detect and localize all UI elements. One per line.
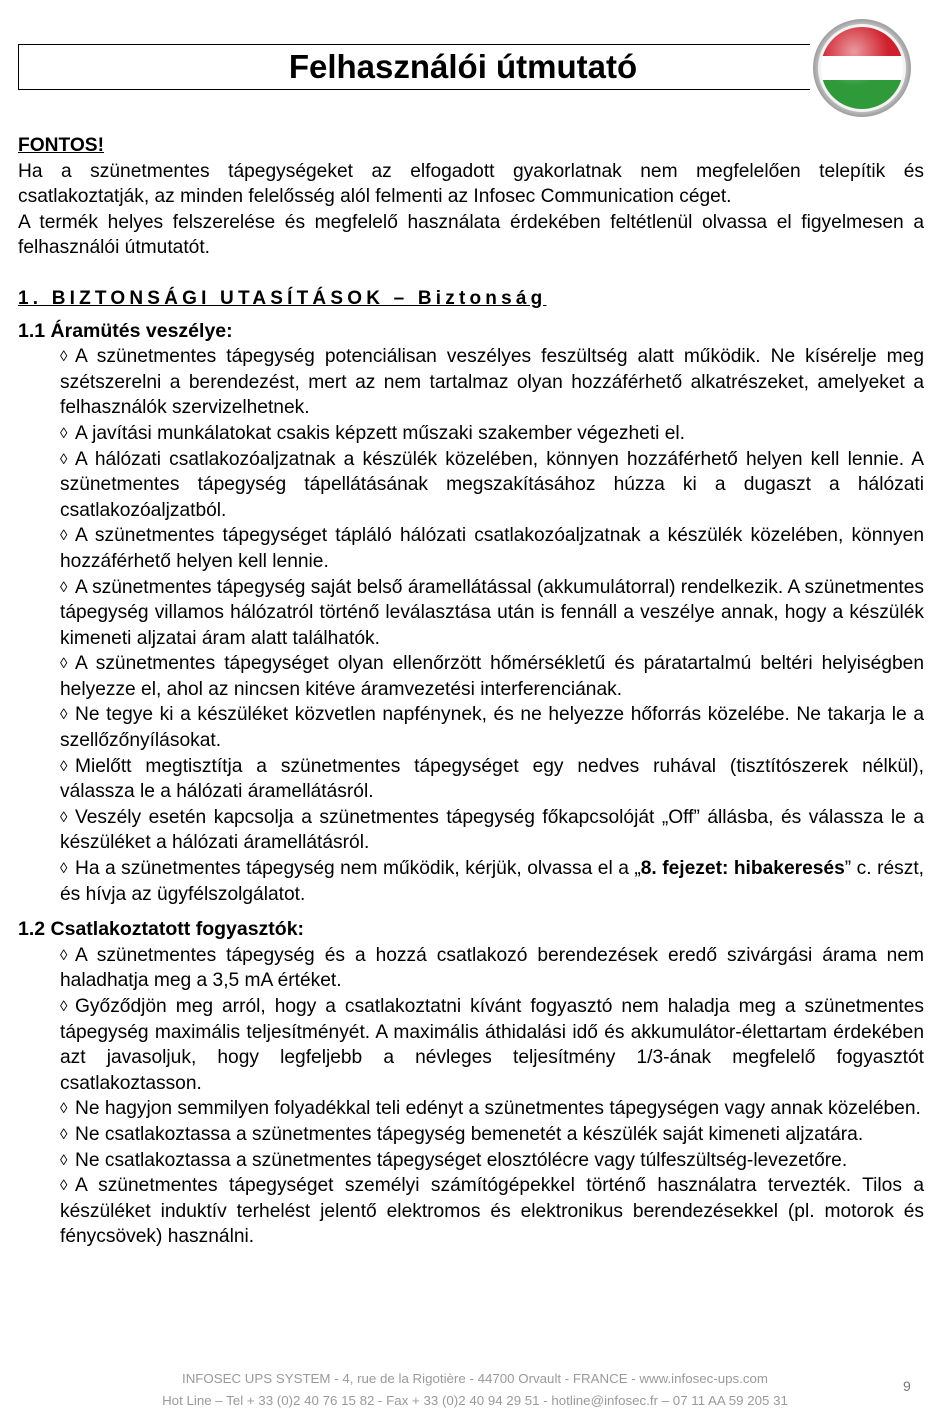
diamond-bullet-icon: ◊ xyxy=(60,808,68,826)
diamond-bullet-icon: ◊ xyxy=(60,1177,68,1195)
list-item: ◊ A szünetmentes tápegységet tápláló hálózati csatlakozóaljzatnak a készülék közelében, könnyen hozzáférhető helyen kell lennie. xyxy=(60,525,924,572)
footer-address: INFOSEC UPS SYSTEM - 4, rue de la Rigotière - 44700 Orvault - FRANCE - www.infosec-ups.com xyxy=(182,1371,768,1386)
subsection-heading-1-2: 1.2 Csatlakoztatott fogyasztók: xyxy=(18,918,305,941)
page-number: 9 xyxy=(903,1378,911,1394)
list-item: ◊ A szünetmentes tápegység és a hozzá csatlakozó berendezések eredő szivárgási árama nem haladhatja meg a 3,5 mA értéket. xyxy=(60,944,924,992)
diamond-bullet-icon: ◊ xyxy=(60,1100,68,1118)
chapter-reference: 8. fejezet: hibakeresés xyxy=(640,858,845,880)
footer-contact: Hot Line – Tel + 33 (0)2 40 76 15 82 - Fax + 33 (0)2 40 94 29 51 - hotline@infosec.fr – 07 11 AA 59 205 31 xyxy=(162,1393,788,1408)
diamond-bullet-icon: ◊ xyxy=(60,757,68,775)
intro-paragraph-2: A termék helyes felszerelése és megfelelő használata érdekében feltétlenül olvassa el figyelmesen a felhasználói útmutatót. xyxy=(18,211,924,259)
safety-list-1-1 xyxy=(60,344,924,907)
diamond-bullet-icon: ◊ xyxy=(60,450,68,468)
diamond-bullet-icon: ◊ xyxy=(60,527,68,545)
subsection-heading-1-1: 1.1 Áramütés veszélye: xyxy=(18,319,233,342)
list-item: ◊ Ne hagyjon semmilyen folyadékkal teli edényt a szünetmentes tápegységen vagy annak közelében. xyxy=(60,1096,924,1122)
list-item: ◊ Mielőtt megtisztítja a szünetmentes tápegységet egy nedves ruhával (tisztítószerek nélkül), válassza le a hálózati áramellátásról. xyxy=(60,755,924,803)
diamond-bullet-icon: ◊ xyxy=(60,998,68,1015)
diamond-bullet-icon: ◊ xyxy=(60,424,68,442)
diamond-bullet-icon: ◊ xyxy=(60,655,68,673)
list-item: ◊ Ne tegye ki a készüléket közvetlen napfénynek, és ne helyezze hőforrás közelébe. Ne takarja le a szellőzőnyílásokat. xyxy=(60,704,924,752)
diamond-bullet-icon: ◊ xyxy=(60,1125,68,1143)
diamond-bullet-icon: ◊ xyxy=(60,860,68,878)
list-item: ◊ Ne csatlakoztassa a szünetmentes tápegységet elosztólécre vagy túlfeszültség-levezetőre. xyxy=(60,1148,924,1174)
list-item: ◊ A szünetmentes tápegységet olyan ellenőrzött hőmérsékletű és páratartalmú beltéri helyiségben helyezze el, ahol az nincsen kitéve áramvezetési interferenciának. xyxy=(60,653,924,700)
list-item: ◊ Veszély esetén kapcsolja a szünetmentes tápegység főkapcsolóját „Off” állásba, és válassza le a készüléket a hálózati áramellátásról. xyxy=(60,806,924,854)
list-item: ◊ A javítási munkálatokat csakis képzett műszaki szakember végezheti el. xyxy=(60,421,924,447)
list-item: ◊ A szünetmentes tápegység saját belső áramellátással (akkumulátorral) rendelkezik. A szünetmentes tápegység villamos hálózatról történő leválasztása után is fennáll a veszélye annak, hogy a készülék kimeneti aljzatai áram alatt találhatók. xyxy=(60,576,924,649)
list-item: ◊ A hálózati csatlakozóaljzatnak a készülék közelében, könnyen hozzáférhető helyen kell lennie. A szünetmentes tápegység tápellátásának megszakításához húzza ki a dugaszt a hálózati csatlakozóaljzatból. xyxy=(60,448,924,521)
safety-list-1-2 xyxy=(60,943,924,1250)
list-item: ◊ Győződjön meg arról, hogy a csatlakoztatni kívánt fogyasztó nem haladja meg a szünetmentes tápegység maximális teljesítményét. A maximális áthidalási idő és akkumulátor-élettartam érdekében azt javasoljuk, hogy legfeljebb a névleges teljesítmény 1/3-ának megfelelő fogyasztót csatlakoztasson. xyxy=(60,996,924,1094)
diamond-bullet-icon: ◊ xyxy=(60,706,68,724)
diamond-bullet-icon: ◊ xyxy=(60,1151,68,1169)
intro-paragraph-1: Ha a szünetmentes tápegységeket az elfogadott gyakorlatnak nem megfelelően telepítik és csatlakoztatják, az minden felelősség alól felmenti az Infosec Communication céget. xyxy=(18,160,924,208)
list-item: ◊ Ne csatlakoztassa a szünetmentes tápegység bemenetét a készülék saját kimeneti aljzatára. xyxy=(60,1122,924,1148)
section-heading: 1. BIZTONSÁGI UTASÍTÁSOK – Biztonság xyxy=(18,287,547,309)
diamond-bullet-icon: ◊ xyxy=(60,946,68,964)
list-item: ◊ A szünetmentes tápegységet személyi számítógépekkel történő használatra tervezték. Tilos a készüléket induktív terhelést jelentő elektromos és elektronikus berendezésekkel (pl. motorok és fénycsövek) használni. xyxy=(60,1175,924,1248)
important-heading: FONTOS! xyxy=(18,135,104,156)
list-item: ◊ A szünetmentes tápegység potenciálisan veszélyes feszültség alatt működik. Ne kísérelje meg szétszerelni a berendezést, mert az nem tartalmaz olyan hozzáférhető alkatrészeket, amelyeket a felhasználók szervizelhetnek. xyxy=(60,346,924,419)
hungarian-flag-icon xyxy=(812,18,912,118)
page-title: Felhasználói útmutató xyxy=(288,48,638,85)
diamond-bullet-icon: ◊ xyxy=(60,578,68,596)
diamond-bullet-icon: ◊ xyxy=(60,348,68,366)
list-item: ◊ Ha a szünetmentes tápegység nem működik, kérjük, olvassa el a „8. fejezet: hibakeresés” c. részt, és hívja az ügyfélszolgálatot. xyxy=(60,858,924,905)
document-body xyxy=(18,133,924,1250)
